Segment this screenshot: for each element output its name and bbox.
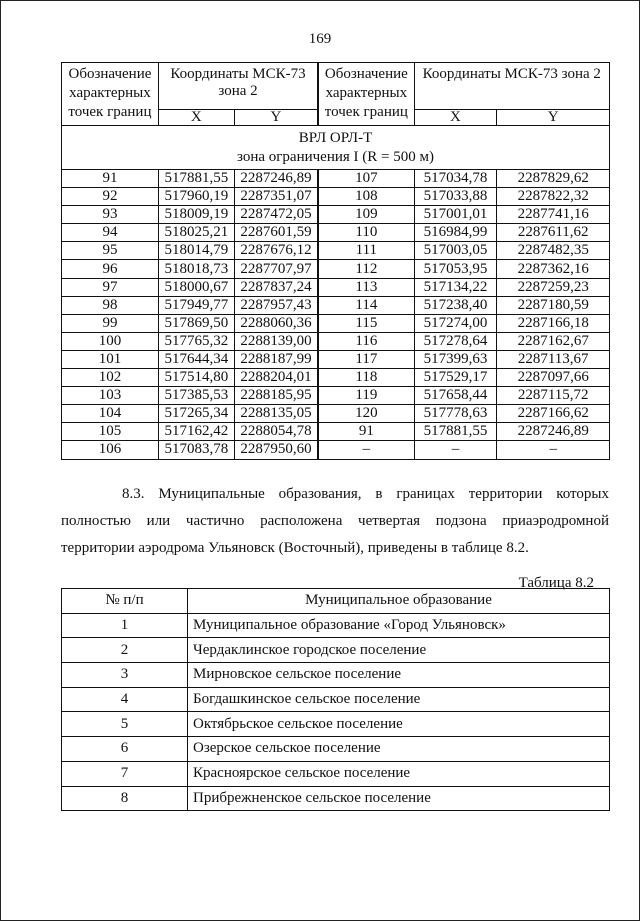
- cell-x-right: 517881,55: [414, 423, 497, 441]
- coordinates-table: [61, 62, 610, 460]
- cell-point-left: 101: [62, 350, 159, 368]
- header-coord-label-right: Координаты МСК-73 зона 2: [414, 63, 609, 110]
- table-row: [62, 206, 610, 224]
- table-row: [62, 786, 610, 811]
- mo-cell-name: Октябрьское сельское поселение: [188, 712, 610, 737]
- cell-y-right: 2287166,62: [497, 405, 610, 423]
- table-row: [62, 387, 610, 405]
- cell-point-right: 91: [318, 423, 414, 441]
- cell-x-left: 517265,34: [158, 405, 234, 423]
- cell-y-right: 2287097,66: [497, 369, 610, 387]
- cell-point-left: 102: [62, 369, 159, 387]
- cell-x-left: 518000,67: [158, 278, 234, 296]
- cell-point-left: 104: [62, 405, 159, 423]
- table-caption: Таблица 8.2: [518, 575, 594, 591]
- municipalities-table: [61, 588, 610, 811]
- page-number: 169: [308, 31, 332, 47]
- zone-title: ВРЛ ОРЛ-Т: [298, 129, 373, 146]
- mo-cell-name: Прибрежненское сельское поселение: [188, 786, 610, 811]
- cell-x-right: 517053,95: [414, 260, 497, 278]
- cell-x-right: 517658,44: [414, 387, 497, 405]
- table-row: [62, 687, 610, 712]
- cell-x-right: 517033,88: [414, 188, 497, 206]
- cell-point-right: 116: [318, 332, 414, 350]
- cell-point-left: 92: [62, 188, 159, 206]
- cell-x-right: 517134,22: [414, 278, 497, 296]
- table-row: [62, 441, 610, 459]
- cell-point-left: 106: [62, 441, 159, 459]
- cell-x-left: 518014,79: [158, 242, 234, 260]
- cell-x-right: 517529,17: [414, 369, 497, 387]
- table-row: [62, 188, 610, 206]
- cell-y-left: 2288054,78: [234, 423, 318, 441]
- table-row: [62, 260, 610, 278]
- header-point-label-right: Обозначение характерных точек границ: [318, 63, 414, 126]
- table-row: [62, 369, 610, 387]
- cell-point-right: 110: [318, 224, 414, 242]
- mo-cell-num: 1: [62, 613, 188, 638]
- cell-point-right: 114: [318, 296, 414, 314]
- cell-x-left: 517644,34: [158, 350, 234, 368]
- cell-x-left: 517385,53: [158, 387, 234, 405]
- cell-point-left: 91: [62, 170, 159, 188]
- cell-y-right: 2287362,16: [497, 260, 610, 278]
- cell-x-left: 517083,78: [158, 441, 234, 459]
- cell-point-left: 99: [62, 314, 159, 332]
- cell-y-left: 2287957,43: [234, 296, 318, 314]
- cell-y-left: 2287246,89: [234, 170, 318, 188]
- cell-y-right: 2287822,32: [497, 188, 610, 206]
- mo-cell-name: Чердаклинское городское поселение: [188, 638, 610, 663]
- cell-x-left: 517514,80: [158, 369, 234, 387]
- cell-y-left: 2287676,12: [234, 242, 318, 260]
- mo-cell-num: 6: [62, 737, 188, 762]
- cell-y-right: –: [497, 441, 610, 459]
- cell-y-left: 2287837,24: [234, 278, 318, 296]
- mo-cell-name: Богдашкинское сельское поселение: [188, 687, 610, 712]
- table-row: [62, 761, 610, 786]
- cell-x-right: 516984,99: [414, 224, 497, 242]
- cell-x-left: 518009,19: [158, 206, 234, 224]
- cell-point-left: 100: [62, 332, 159, 350]
- cell-x-left: 517765,32: [158, 332, 234, 350]
- table-row: [62, 350, 610, 368]
- cell-point-left: 95: [62, 242, 159, 260]
- table-row: [62, 242, 610, 260]
- mo-cell-name: Муниципальное образование «Город Ульяновск»: [188, 613, 610, 638]
- mo-cell-num: 5: [62, 712, 188, 737]
- cell-point-left: 97: [62, 278, 159, 296]
- cell-x-left: 517881,55: [158, 170, 234, 188]
- cell-y-left: 2288139,00: [234, 332, 318, 350]
- cell-y-left: 2288187,99: [234, 350, 318, 368]
- cell-x-right: 517399,63: [414, 350, 497, 368]
- cell-y-left: 2287351,07: [234, 188, 318, 206]
- paragraph-line-3: территории аэродрома Ульяновск (Восточный), приведены в таблице 8.2.: [61, 540, 529, 556]
- table-row: [62, 663, 610, 688]
- table-row: [62, 170, 610, 188]
- cell-x-left: 518018,73: [158, 260, 234, 278]
- mo-cell-num: 2: [62, 638, 188, 663]
- cell-y-right: 2287115,72: [497, 387, 610, 405]
- cell-y-right: 2287829,62: [497, 170, 610, 188]
- cell-x-right: 517778,63: [414, 405, 497, 423]
- cell-x-left: 517949,77: [158, 296, 234, 314]
- cell-point-left: 103: [62, 387, 159, 405]
- table-row: [62, 423, 610, 441]
- cell-x-left: 517162,42: [158, 423, 234, 441]
- table-row: [62, 224, 610, 242]
- cell-point-right: 109: [318, 206, 414, 224]
- table-row: [62, 332, 610, 350]
- paragraph-line-1: 8.3. Муниципальные образования, в границах территории которых: [122, 486, 609, 502]
- mo-header-name: Муниципальное образование: [188, 589, 610, 614]
- mo-cell-num: 4: [62, 687, 188, 712]
- cell-point-right: 118: [318, 369, 414, 387]
- cell-point-right: 119: [318, 387, 414, 405]
- cell-point-right: 108: [318, 188, 414, 206]
- cell-y-right: 2287166,18: [497, 314, 610, 332]
- table-row: [62, 712, 610, 737]
- header-coord-label-left: Координаты МСК-73 зона 2: [158, 63, 318, 110]
- cell-x-left: 517869,50: [158, 314, 234, 332]
- cell-y-left: 2288135,05: [234, 405, 318, 423]
- cell-x-left: 518025,21: [158, 224, 234, 242]
- cell-y-right: 2287259,23: [497, 278, 610, 296]
- cell-point-right: 115: [318, 314, 414, 332]
- cell-point-right: 113: [318, 278, 414, 296]
- cell-y-right: 2287611,62: [497, 224, 610, 242]
- cell-x-left: 517960,19: [158, 188, 234, 206]
- mo-header-num: № п/п: [62, 589, 188, 614]
- cell-x-right: 517001,01: [414, 206, 497, 224]
- table-row: [62, 638, 610, 663]
- zone-heading: [62, 126, 610, 170]
- cell-x-right: 517003,05: [414, 242, 497, 260]
- cell-point-left: 98: [62, 296, 159, 314]
- cell-y-right: 2287246,89: [497, 423, 610, 441]
- cell-x-right: 517278,64: [414, 332, 497, 350]
- header-x-right: X: [414, 110, 497, 126]
- cell-point-right: 120: [318, 405, 414, 423]
- cell-y-left: 2287707,97: [234, 260, 318, 278]
- mo-cell-name: Красноярское сельское поселение: [188, 761, 610, 786]
- table-row: [62, 405, 610, 423]
- mo-cell-num: 7: [62, 761, 188, 786]
- cell-point-right: 111: [318, 242, 414, 260]
- paragraph-line-2: полностью или частично расположена четвертая подзона приаэродромной: [61, 513, 609, 529]
- cell-y-right: 2287162,67: [497, 332, 610, 350]
- cell-y-left: 2288185,95: [234, 387, 318, 405]
- header-y-left: Y: [234, 110, 318, 126]
- cell-y-left: 2287950,60: [234, 441, 318, 459]
- mo-cell-num: 3: [62, 663, 188, 688]
- table-row: [62, 613, 610, 638]
- cell-x-right: 517034,78: [414, 170, 497, 188]
- cell-point-left: 105: [62, 423, 159, 441]
- header-point-label-left: Обозначение характерных точек границ: [62, 63, 159, 126]
- table-row: [62, 737, 610, 762]
- cell-y-right: 2287113,67: [497, 350, 610, 368]
- cell-y-right: 2287482,35: [497, 242, 610, 260]
- cell-x-right: –: [414, 441, 497, 459]
- cell-point-left: 93: [62, 206, 159, 224]
- cell-point-right: –: [318, 441, 414, 459]
- cell-x-right: 517238,40: [414, 296, 497, 314]
- header-x-left: X: [158, 110, 234, 126]
- cell-y-left: 2287472,05: [234, 206, 318, 224]
- zone-subtitle: зона ограничения I (R = 500 м): [237, 148, 434, 165]
- cell-point-right: 112: [318, 260, 414, 278]
- header-y-right: Y: [497, 110, 610, 126]
- cell-y-right: 2287180,59: [497, 296, 610, 314]
- table-row: [62, 314, 610, 332]
- mo-cell-num: 8: [62, 786, 188, 811]
- cell-y-left: 2288204,01: [234, 369, 318, 387]
- cell-point-left: 96: [62, 260, 159, 278]
- cell-y-right: 2287741,16: [497, 206, 610, 224]
- mo-cell-name: Мирновское сельское поселение: [188, 663, 610, 688]
- cell-x-right: 517274,00: [414, 314, 497, 332]
- mo-cell-name: Озерское сельское поселение: [188, 737, 610, 762]
- cell-point-right: 107: [318, 170, 414, 188]
- table-row: [62, 278, 610, 296]
- cell-y-left: 2288060,36: [234, 314, 318, 332]
- table-row: [62, 296, 610, 314]
- cell-point-left: 94: [62, 224, 159, 242]
- cell-y-left: 2287601,59: [234, 224, 318, 242]
- cell-point-right: 117: [318, 350, 414, 368]
